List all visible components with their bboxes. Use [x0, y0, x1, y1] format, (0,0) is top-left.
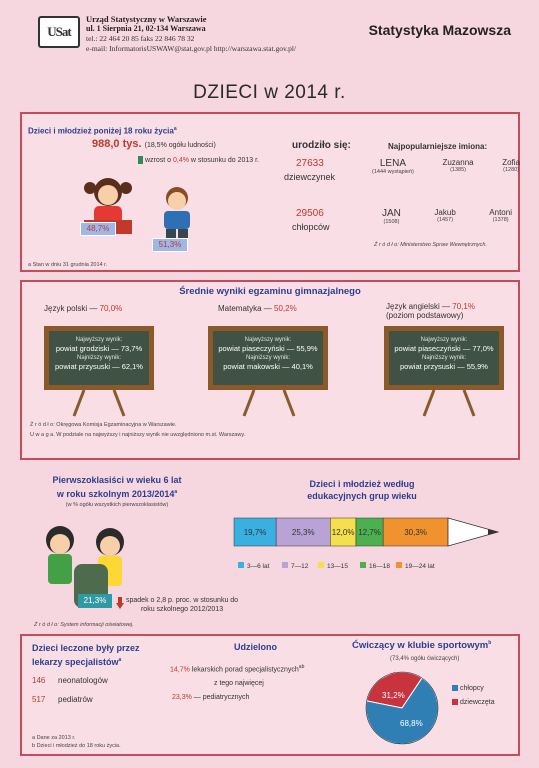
boy-name-2-count: (1457)	[437, 217, 454, 223]
section1-heading	[28, 126, 177, 136]
sport-legend	[452, 682, 495, 710]
first-graders-drop	[126, 596, 238, 614]
boy-name-1-count: (1508)	[383, 219, 400, 225]
pediatricians-label: pediatrów	[58, 695, 93, 704]
specialists-list	[32, 676, 108, 704]
boy-illustration	[152, 184, 202, 244]
legend-girls-label: dziewczęta	[460, 699, 495, 706]
growth-prefix: wzrost o	[145, 156, 174, 164]
math-best: powiat piaseczyński — 55,9%	[218, 344, 318, 353]
sport-girls-pct-label: 31,2%	[382, 691, 405, 700]
sport-heading	[352, 640, 491, 651]
first-graders-heading	[22, 474, 212, 500]
legend-boys	[452, 682, 495, 696]
boy-name-3-count: (1378)	[492, 217, 509, 223]
polish-best-label: Najwyższy wynik:	[75, 337, 123, 343]
polish-worst: powiat przysuski — 62,1%	[55, 362, 143, 371]
subject-math-name: Matematyka	[218, 304, 262, 313]
legend-swatch-5	[396, 562, 402, 568]
girls-born-label: dziewczynek	[284, 172, 336, 182]
drop-line2: roku szkolnego 2012/2013	[140, 606, 224, 613]
board-math	[208, 326, 328, 390]
girl-name-1-count: (1444 wystąpień)	[372, 169, 414, 175]
specialists-heading-1: Dzieci leczone były przez	[32, 643, 140, 653]
bar-label-4: 12,7%	[358, 528, 381, 537]
sport-pie	[362, 668, 442, 748]
girl-name-2-count: (1385)	[450, 167, 466, 173]
legend-girls	[452, 696, 495, 710]
subject-math-title: Matematyka — 50,2%	[218, 304, 297, 313]
specialist-pediatricians	[32, 695, 108, 704]
legend-swatch-3	[318, 562, 324, 568]
girl-name-3	[502, 158, 520, 175]
children-stats-box	[20, 112, 520, 272]
exam-heading: Średnie wyniki egzaminu gimnazjalnego	[179, 286, 361, 297]
girl-name-3-count: (1280)	[503, 167, 520, 173]
subject-english-score: 70,1%	[452, 302, 475, 311]
subject-polish-title: Język polski — 70,0%	[44, 304, 123, 313]
subject-polish-name: Język polski	[44, 304, 88, 313]
header-info	[86, 14, 296, 54]
math-best-label: Najwyższy wynik:	[244, 337, 292, 343]
granted-line	[170, 664, 304, 673]
chart-title	[262, 478, 462, 502]
boy-name-1	[382, 208, 401, 225]
pediatric-line	[172, 694, 249, 701]
legend-label-2: 7—12	[291, 563, 309, 570]
chart-title-line1: Dzieci i młodzież według	[309, 479, 415, 489]
girl-names	[372, 158, 520, 175]
boy-name-1-text: JAN	[382, 208, 401, 219]
subject-english-title: Język angielski — 70,1% (poziom podstawowy)	[386, 302, 475, 320]
polish-best: powiat grodziski — 73,7%	[55, 344, 143, 353]
legend-label-3: 13—15	[327, 563, 348, 570]
sport-boys-pct-label: 68,8%	[400, 719, 423, 728]
english-best: powiat piaseczyński — 77,0%	[394, 344, 494, 353]
legend-label-1: 3—6 lat	[247, 563, 270, 570]
legend-girls-swatch	[452, 699, 458, 705]
pencil-lead	[488, 529, 498, 535]
specialists-heading-2: lekarzy specjalistów	[32, 657, 119, 667]
sport-pie-slices	[366, 672, 438, 744]
granted-heading: Udzielono	[234, 642, 277, 652]
children-total: 988,0 tys.	[92, 138, 142, 150]
subject-english-name: Język angielski	[386, 302, 440, 311]
pediatric-pct: 23,3%	[172, 694, 192, 701]
first-graders-source: Ź r ó d ł o: System informacji oświatowej.	[34, 622, 134, 628]
growth-suffix: w stosunku do 2013 r.	[188, 156, 260, 164]
drop-line1: spadek o 2,8 p. proc. w stosunku do	[126, 597, 239, 604]
math-worst: powiat makowski — 40,1%	[223, 362, 313, 371]
up-arrow-icon	[138, 156, 143, 164]
bar-label-2: 25,3%	[291, 528, 315, 537]
names-heading: Najpopularniejsze imiona:	[388, 142, 488, 151]
legend-label-5: 19—24 lat	[405, 563, 435, 570]
section1-heading-sup: a	[173, 126, 177, 132]
org-name: Urząd Statystyczny w Warszawie	[86, 14, 207, 24]
granted-sup: ab	[298, 664, 305, 670]
age-groups-chart	[230, 512, 510, 578]
specialist-neonatologists	[32, 676, 108, 685]
bar-label-1: 19,7%	[243, 528, 267, 537]
sport-heading-text: Ćwiczący w klubie sportowym	[352, 640, 489, 652]
boy-name-3-text: Antoni	[489, 208, 512, 217]
chart-title-line2: edukacyjnych grup wieku	[307, 491, 417, 501]
english-worst: powiat przysuski — 55,9%	[400, 362, 488, 371]
born-label: urodziło się:	[292, 140, 351, 151]
legend-swatch-4	[360, 562, 366, 568]
english-worst-label: Najniższy wynik:	[421, 355, 466, 361]
subject-english-sub: (poziom podstawowy)	[386, 311, 464, 320]
specialists-heading	[32, 642, 140, 668]
org-phone: tel.: 22 464 20 85 faks 22 846 78 32	[86, 34, 195, 43]
first-graders-subnote: (w % ogółu wszystkich pierwszoklasistów)	[65, 502, 169, 508]
girl-name-1-text: LENA	[379, 158, 406, 169]
subject-math-score: 50,2%	[274, 304, 297, 313]
neonatologists-count: 146	[32, 676, 46, 685]
sport-sup: b	[488, 640, 492, 646]
legend-boys-swatch	[452, 685, 458, 691]
first-graders-heading-1: Pierwszoklasiści w wieku 6 lat	[52, 475, 182, 485]
section1-source: Ź r ó d ł o: Ministerstwo Spraw Wewnętrznych.	[374, 242, 487, 248]
section4-footnotes	[32, 734, 121, 750]
granted-text: lekarskich porad specjalistycznych	[189, 666, 299, 674]
legend-swatch-1	[238, 562, 244, 568]
legend-swatch-2	[282, 562, 288, 568]
usat-logo: USat	[38, 16, 80, 48]
polish-worst-label: Najniższy wynik:	[76, 355, 121, 361]
board-english	[384, 326, 504, 390]
first-graders-sup: a	[174, 489, 178, 495]
exam-note: U w a g a. W podziale na najwyższy i najniższy wynik nie uwzględniono m.st. Warszawy.	[30, 432, 246, 438]
boy-name-2	[434, 208, 455, 225]
growth-value: 0,4%	[173, 156, 189, 164]
english-best-label: Najwyższy wynik:	[420, 337, 468, 343]
chart-legend	[238, 562, 435, 570]
girl-name-1	[372, 158, 414, 175]
down-arrow-icon	[116, 596, 124, 614]
children-total-note: (18,5% ogółu ludności)	[144, 142, 216, 149]
pencil-bar	[234, 518, 498, 546]
boy-names	[382, 208, 512, 225]
girls-born-count: 27633	[296, 158, 324, 169]
boy-name-2-text: Jakub	[434, 208, 456, 217]
org-email[interactable]: e-mail: InformatorisUSWAW@stat.gov.pl http://warszawa.stat.gov.pl/	[86, 44, 297, 53]
children-total-row	[92, 138, 216, 150]
girl-name-3-text: Zofia	[502, 158, 520, 167]
first-graders-pct: 21,3%	[78, 594, 112, 608]
first-graders-block	[22, 474, 212, 508]
health-sport-box	[20, 634, 520, 756]
brand-title: Statystyka Mazowsza	[368, 22, 511, 38]
girl-name-2	[442, 158, 473, 175]
page-title: DZIECI w 2014 r.	[193, 82, 346, 103]
granted-sub: z tego najwięcej	[214, 680, 264, 687]
org-address: ul. 1 Sierpnia 21, 02-134 Warszawa	[86, 24, 206, 33]
boy-name-3	[489, 208, 512, 225]
growth-row	[138, 156, 259, 164]
easel-legs	[44, 390, 504, 418]
section1-footnote: a Stan w dniu 31 grudnia 2014 r.	[28, 262, 108, 268]
legend-label-4: 16—18	[369, 563, 390, 570]
boys-pct-badge: 51,3%	[152, 238, 188, 252]
sport-note: (73,4% ogółu ćwiczących)	[390, 656, 460, 662]
neonatologists-label: neonatologów	[58, 676, 108, 685]
exam-source: Ź r ó d ł o: Okręgowa Komisja Egzaminacyjna w Warszawie.	[30, 422, 177, 428]
math-worst-label: Najniższy wynik:	[245, 355, 290, 361]
boys-born-label: chłopców	[292, 222, 330, 232]
girl-name-2-text: Zuzanna	[442, 158, 474, 167]
exam-results-box	[20, 280, 520, 460]
bar-label-5: 30,3%	[404, 528, 427, 537]
footnote-a: a Dane za 2013 r.	[32, 735, 76, 741]
pediatric-text: — pediatrycznych	[191, 694, 250, 701]
boys-born-count: 29506	[296, 208, 324, 219]
specialists-sup: a	[118, 657, 122, 663]
granted-pct: 14,7%	[170, 666, 190, 674]
footnote-b: b Dzieci i młodzież do 18 roku życia.	[32, 743, 121, 749]
pediatricians-count: 517	[32, 695, 46, 704]
first-graders-heading-2: w roku szkolnym 2013/2014	[56, 489, 175, 499]
board-polish	[44, 326, 154, 390]
girls-pct-badge: 48,7%	[80, 222, 116, 236]
bar-label-3: 12,0%	[331, 528, 355, 537]
subject-polish-score: 70,0%	[99, 304, 123, 313]
legend-boys-label: chłopcy	[460, 685, 484, 692]
section1-heading-text: Dzieci i młodzież poniżej 18 roku życia	[28, 126, 174, 136]
